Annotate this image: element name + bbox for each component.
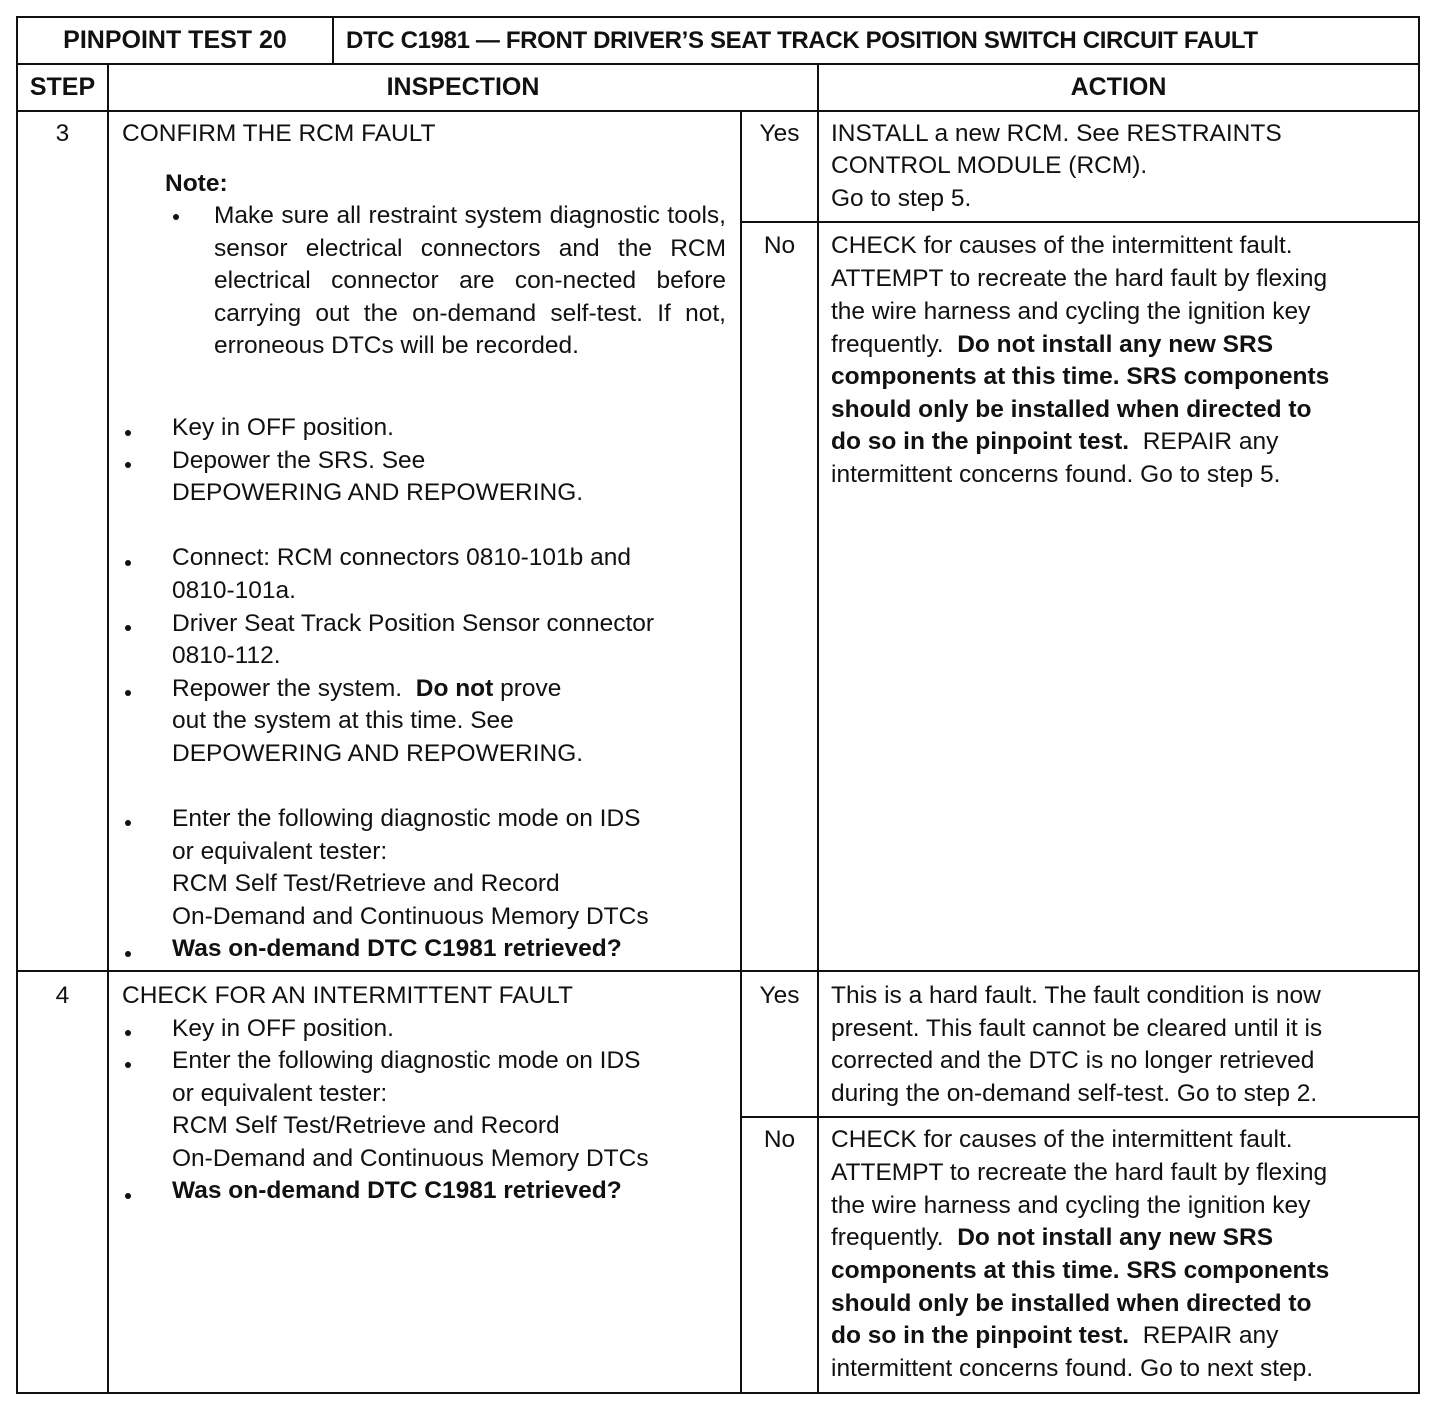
step3-no-action-line4: frequently. Do not install any new SRS (831, 331, 1274, 358)
step4-yes-label: Yes (759, 982, 800, 1009)
step4-yes-action-line2: present. This fault cannot be cleared until it is (831, 1015, 1323, 1042)
step4-no-action-line3: the wire harness and cycling the ignition key (831, 1192, 1311, 1219)
bullet-icon (125, 690, 131, 696)
step4-title: CHECK FOR AN INTERMITTENT FAULT (122, 982, 574, 1009)
step3-no-action-line3: the wire harness and cycling the ignition key (831, 298, 1311, 325)
step3-yes-action-line3: Go to step 5. (831, 185, 972, 212)
step4-no-action-line7: do so in the pinpoint test. REPAIR any (831, 1322, 1279, 1349)
step4-yes-action-line1: This is a hard fault. The fault condition is now (831, 982, 1321, 1009)
step3-bullet-repower-line3: DEPOWERING AND REPOWERING. (172, 740, 584, 767)
bullet-icon (125, 951, 131, 957)
step4-no-action-line5: components at this time. SRS components (831, 1257, 1330, 1284)
col-inspection-header: INSPECTION (107, 63, 819, 112)
step3-bullet-enter-line1: Enter the following diagnostic mode on IDS (172, 805, 641, 832)
bullet-icon (125, 1030, 131, 1036)
step4-no-action-line4: frequently. Do not install any new SRS (831, 1224, 1274, 1251)
step3-no-action-line6: should only be installed when directed to (831, 396, 1312, 423)
col-step-header: STEP (16, 63, 109, 112)
step4-bullet-enter-line2: or equivalent tester: (172, 1080, 388, 1107)
step4-bullet-question: Was on-demand DTC C1981 retrieved? (172, 1177, 622, 1204)
dtc-title-cell (332, 16, 1420, 65)
step4-number-cell (16, 970, 109, 1394)
bullet-icon (125, 1193, 131, 1199)
step3-bullet-sensor-line2: 0810-112. (172, 642, 281, 669)
step3-title: CONFIRM THE RCM FAULT (122, 120, 436, 147)
step3-no-label: No (763, 232, 796, 259)
step3-no-action-line2: ATTEMPT to recreate the hard fault by flexing (831, 265, 1328, 292)
bullet-icon (125, 560, 131, 566)
step3-number: 3 (55, 120, 70, 147)
step3-bullet-enter-line2: or equivalent tester: (172, 838, 388, 865)
step3-no-action-line1: CHECK for causes of the intermittent fault. (831, 232, 1293, 259)
step3-bullet-depower-line1: Depower the SRS. See (172, 447, 426, 474)
bullet-icon (125, 820, 131, 826)
step4-no-action-line8: intermittent concerns found. Go to next step. (831, 1355, 1314, 1382)
dtc-title: DTC C1981 — FRONT DRIVER’S SEAT TRACK POSITION SWITCH CIRCUIT FAULT (346, 26, 1258, 54)
step4-bullet-enter-line1: Enter the following diagnostic mode on IDS (172, 1047, 641, 1074)
step3-bullet-sensor-line1: Driver Seat Track Position Sensor connector (172, 610, 655, 637)
step4-yes-action-line3: corrected and the DTC is no longer retrieved (831, 1047, 1315, 1074)
test-title-cell (16, 16, 334, 65)
step3-note-label: Note: (165, 170, 228, 197)
step4-bullet-enter-line3: RCM Self Test/Retrieve and Record (172, 1112, 560, 1139)
bullet-icon (125, 625, 131, 631)
step3-no-action-line5: components at this time. SRS components (831, 363, 1330, 390)
step3-bullet-question: Was on-demand DTC C1981 retrieved? (172, 935, 622, 962)
step3-bullet-repower-line1: Repower the system. Do not prove (172, 675, 562, 702)
step4-yes-action-line4: during the on-demand self-test. Go to step 2. (831, 1080, 1318, 1107)
step3-note-text: Make sure all restraint system diagnostic tools, sensor electrical connectors and the RCM electrical connector are con-nected before carrying out the on-demand self-test. If not, erroneous DTCs will be recorded. (214, 202, 726, 360)
step3-bullet-key-off: Key in OFF position. (172, 414, 394, 441)
step4-bullet-key-off: Key in OFF position. (172, 1015, 394, 1042)
step3-bullet-enter-line3: RCM Self Test/Retrieve and Record (172, 870, 560, 897)
step4-no-label-cell (740, 1116, 819, 1394)
bullet-icon (125, 1062, 131, 1068)
bullet-icon (173, 214, 179, 220)
bullet-icon (125, 430, 131, 436)
step3-yes-action-line2: CONTROL MODULE (RCM). (831, 152, 1148, 179)
step4-no-action-line2: ATTEMPT to recreate the hard fault by flexing (831, 1159, 1328, 1186)
step3-bullet-connect-line2: 0810-101a. (172, 577, 296, 604)
step4-bullet-enter-line4: On-Demand and Continuous Memory DTCs (172, 1145, 649, 1172)
step3-number-cell (16, 110, 109, 972)
step3-yes-label: Yes (759, 120, 800, 147)
step3-bullet-repower-line2: out the system at this time. See (172, 707, 514, 734)
step4-number: 4 (55, 982, 70, 1009)
step3-yes-action-line1: INSTALL a new RCM. See RESTRAINTS (831, 120, 1282, 147)
step3-bullet-connect-line1: Connect: RCM connectors 0810-101b and (172, 544, 631, 571)
step4-no-label: No (763, 1126, 796, 1153)
step4-no-action-line6: should only be installed when directed to (831, 1290, 1312, 1317)
test-title: PINPOINT TEST 20 (63, 26, 287, 54)
step3-no-action-line8: intermittent concerns found. Go to step 5. (831, 461, 1281, 488)
bullet-icon (125, 462, 131, 468)
col-action-header: ACTION (817, 63, 1420, 112)
step3-no-label-cell (740, 221, 819, 972)
step3-bullet-enter-line4: On-Demand and Continuous Memory DTCs (172, 903, 649, 930)
step3-no-action-line7: do so in the pinpoint test. REPAIR any (831, 428, 1279, 455)
step3-bullet-depower-line2: DEPOWERING AND REPOWERING. (172, 479, 584, 506)
step4-no-action-line1: CHECK for causes of the intermittent fault. (831, 1126, 1293, 1153)
